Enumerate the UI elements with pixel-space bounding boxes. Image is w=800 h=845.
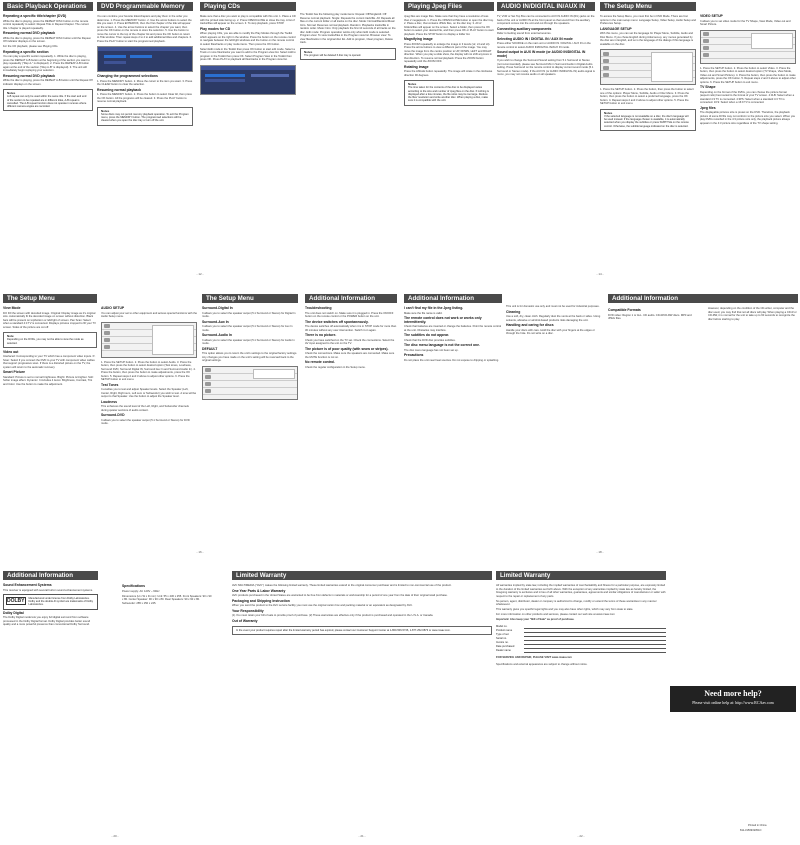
section-header: Limited Warranty (232, 571, 492, 580)
column-audio-setup (101, 305, 197, 427)
paragraph: While the disc is playing, press the REPEAT A-B button until the Repeat Off indicator displays on the screen. (3, 79, 93, 86)
paragraph: Standard: Picture is set to normal brightness. Bright: Picture is brighter. Soft: Softer image effect. Dynamic: It includes 4 items: Brightness, Contrast, Tint and Color. Use the button to make the adjustment. (3, 375, 94, 386)
paragraph: It allows you to select the speaker output (5.1 Surround or Stereo) for Aux In mode. (202, 325, 293, 332)
default-menu-illustration (202, 366, 298, 400)
section-body (101, 307, 197, 319)
subheading: Troubleshooting (305, 306, 332, 310)
subheading: One Year Parts & Labor Warranty (232, 588, 286, 593)
column-playing-cds (200, 2, 296, 98)
subheading: Resuming normal DVD playback (3, 31, 56, 35)
subheading: Repeating a specific section (3, 49, 49, 54)
subheading: I can't find my file in the Jpeg listing. (404, 306, 464, 310)
paragraph: You can combine your favorite titles/chapters and play them in the order you determine. 1. Press the MEMORY button. 2. Use the arrow buttons to select the title you want. 3. Press ENTER/OK, then the first chapter of the title will appear on the screen. 4. Use the arrow buttons to select the chapter you want, then press the OK button on the remote to store the selection. 5. Use the button to move the cursor to the top of the chapter list and press the OK button to return to Title window. Then repeat steps 2 to 4 to add additional titles and chapters. 6. Press the PLAY button to start the programmed playback. (97, 15, 192, 43)
paragraph: Check the connections. Make sure the speakers are connected. Make sure the MUTE function is not on. (305, 352, 395, 359)
section-body (202, 307, 298, 363)
language-menu-illustration (600, 49, 696, 85)
note-box (3, 89, 93, 111)
column-limited-warranty-2 (496, 571, 666, 667)
subheading: The remote control does not work or works only intermittently. (404, 316, 482, 324)
paragraph: For more information on other products and services, please contact our web site at www.rcaav.com (496, 613, 615, 616)
subheading: Loudness (101, 399, 118, 404)
section-body-2 (700, 67, 796, 126)
page-number: - 20 - (111, 834, 119, 838)
paragraph: This option allows you to return the unit's settings to the original factory settings. Any changes you have made on the unit's setting will be reversed back to the original settings. (202, 352, 298, 362)
paragraph: 1. Press the MEMORY button. 2. Move the cursor to the item you want. 3. Press the CLEAR button to clear the selection. (97, 79, 193, 86)
need-help-title: Need more help? (704, 689, 762, 698)
paragraph: For the CD playback, please see Playing CDs. (3, 45, 59, 48)
section-header: The Setup Menu (3, 294, 97, 303)
subheading: Surround-DVD (101, 413, 125, 417)
manual-row-2 (0, 288, 800, 564)
page-number: - 12 - (196, 272, 204, 276)
subheading: Precautions (404, 353, 424, 357)
subheading: Smart Picture (3, 370, 26, 375)
section-header: DVD Programmable Memory (97, 2, 193, 11)
video-menu-illustration (700, 30, 796, 64)
note-title: Note (7, 334, 14, 338)
section-body (608, 307, 698, 322)
manual-row-1 (0, 0, 800, 283)
subheading: The disc menu language is not the correct one. (404, 343, 480, 347)
paragraph: The device switches off automatically when it is in STOP mode for more than 30 minutes without any user intervention. Switch it on again. (305, 325, 397, 332)
note-title: Notes (7, 91, 16, 95)
subheading: Play modes for CD (200, 26, 231, 31)
paragraph: The disc menu language has not been set up. (404, 348, 459, 352)
paragraph: All warranties implied by state law, including the implied warranties of merchantability and fitness for a particular purpose, are expressly limited to the duration of the limited warranties set forth above. With the exception of any warranties implied by state law as hereby limited, the foregoing warranty is exclusive and in lieu of all other warranties, guarantees, agreements and similar obligations of manufacturer or seller with respect to the repair or replacement of any parts. (496, 584, 666, 598)
section-body (3, 15, 93, 86)
paragraph: AVC MULTIMEDIA ("AVC") makes the following limited warranty. These limited warranties extend to the original consumer purchaser and is limited to non-commercial use of the product. (232, 584, 452, 587)
subheading: Sound Enhancement Systems (3, 583, 52, 587)
note-box (300, 48, 396, 61)
subheading: LANGUAGE SETUP (600, 26, 632, 31)
paragraph: Refer to Getting sound from external sources. (497, 32, 552, 35)
note-text: Some discs may not permit memory playback operation. To exit the Program menu, press the MEMORY button. The programmed selections will be cleared when you open the disc tray or turn off the unit. (101, 112, 189, 123)
purchase-record-form (496, 625, 666, 653)
column-basic-playback (3, 2, 93, 114)
need-help-banner (670, 686, 796, 712)
paragraph: This enhances the sound level of the Left, Right, and Subwoofer channels during quieter sections of audio content. (101, 405, 189, 412)
paragraph: It allows you to select the speaker output (5.1 Surround or Stereo) for Audio In mode. (202, 338, 295, 345)
note-box (600, 109, 696, 131)
subheading: Your Responsibility (232, 608, 264, 613)
subheading: View Mode (3, 306, 21, 310)
paragraph: It allows you to select the speaker output (5.1 Surround or Stereo) for Digital In mode. (202, 311, 296, 318)
subheading: Test Tones (101, 382, 119, 387)
section-body (404, 15, 494, 77)
column-info-2 (506, 305, 604, 337)
note-text: If the selected language is not available on a disc, the disc's language will be used instead. If the language chosen is available, it is automatically selected when you display the subtitles or press SUBTITLE on the remote control. Otherwise, the subtitle language indicated on the disc is selected. (604, 114, 689, 128)
paragraph: Check that batteries are inserted or change the batteries. Point the remote control at the unit. Obstacles may interfere. (404, 325, 502, 332)
section-body-2 (3, 351, 97, 387)
page-number: - 14 - (596, 272, 604, 276)
field-label: Invoice no. (496, 640, 509, 644)
subheading: Packaging and Shipping Instruction (232, 598, 290, 603)
note-title: Notes (101, 108, 110, 113)
section-body (497, 15, 595, 77)
section-body-2 (97, 75, 193, 104)
section-body (300, 13, 396, 45)
column-troubleshooting (305, 294, 397, 371)
subheading: Surround-Audio In (202, 333, 232, 337)
note-title: Notes (604, 110, 613, 115)
paragraph: It allows you to set video mode for the TV Shape, View Mode, Video out and Smart Picture. (700, 19, 791, 26)
subheading: Jpeg files (700, 105, 716, 110)
paragraph: You can adjust your set to other equipment and access special functions with the Audio Setup menu. (101, 311, 197, 318)
paragraph: While the disc is playing, press the REPEAT DISC button on the remote control repeatedly to select: Repeat Title or Repeat Chapter. The current title / chapter is played repeatedly. (3, 19, 89, 30)
column-video-setup (700, 13, 796, 127)
paragraph: 1. Press the SETUP button. 2. Press the button to select Audio. 3. Press the button, then press the button to select desired option (Test tones, Loudness, Surround DVD, Surround Digital IN, Surround Aux In and Surround Audio In). 4. Press the button, then press the button to make adjustments, press the OK button. 5. Repeat steps 2 and 3 above to adjust other options. 6. Press the SETUP button to exit menu. (101, 360, 196, 381)
page-number: - 22 - (577, 834, 585, 838)
subheading: There is no picture. (305, 333, 337, 337)
specs-note: Specifications and external appearance are subject to change without notice. (496, 663, 588, 666)
paragraph: You can play a specific section repeatedly. 1. While the disc is playing, press the REPEAT A-B button at the beginning of the section you want to play repeatedly ("Rep A-" is displayed). 2. Press the REPEAT A-B button again at the end of the section ("Rep A-B" is displayed). 3. The unit will immediately begin replaying your selection. (3, 55, 90, 72)
paragraph: Make sure the file name is valid. (404, 311, 443, 315)
section-header: The Setup Menu (600, 2, 696, 11)
subheading: Resuming normal playback (97, 87, 142, 92)
paragraph: Jpeg files are image files. Make sure that they have a resolution of less than 2 megapixels. 1. Press the OPEN/CLOSE button to open the disc tray. 2. Place a disc, that contains JPEG files, on the disc tray. 3. All of folders/files will appear on the screen. Select a folder, then press the OK button to select your desired file, and then press OK or PLAY button to start playback. Press the STOP button to display a folder list. (404, 15, 494, 36)
out-of-warranty-box (232, 626, 492, 635)
paragraph: With this menu, you can set the language for Player Menu, Subtitle, Audio and Disc Menu. If you chose English during initial set-up, any menus generated by the disc are in English, and so is the language of the dialogs if this language is available on the disc. (600, 32, 694, 46)
paragraph: Check you have switched on the TV set. Check the connections. Select the AV input assigned to the unit on the TV. (305, 338, 395, 345)
note-text: In the event your product requires repair after the limited warranty period has expired, please contact our Customer Support Center at 1-800-506-5746, 1-877-252-6873 or www.rcaav.com. (236, 629, 451, 632)
paragraph: The unit does not switch on. Make sure it is plugged in. Press the ON/OFF button on the remote control or the POWER button on the unit. (305, 311, 394, 318)
subheading: Surround-Digital In (202, 306, 233, 310)
subheading: Connecting auxiliary components (497, 26, 552, 31)
section-header: AUDIO IN/DIGITAL IN/AUX IN (497, 2, 595, 11)
product-code: 811-3156919051O (740, 829, 762, 832)
subheading: Handling and caring for discs (506, 323, 554, 327)
paragraph: When you send the product to the AVC service facility you must use the original carton box and packing material or an equivalent as designated by AVC. (232, 604, 413, 607)
subheading: Specifications (122, 584, 145, 588)
section-body (496, 584, 666, 622)
field-label: Dealer name (496, 648, 511, 652)
subheading: Compatible Formats (608, 308, 641, 312)
license-text: Manufactured under license from Dolby Laboratories. Dolby and the double-D symbol are trademarks of Dolby Laboratories. (28, 597, 94, 606)
paragraph: The Dolby Digital mode lets you enjoy full digital surround from software processed in the Dolby Digital format. Dolby Digital provides better sound quality and a more powerful presence than conventional Dolby Surround. (3, 616, 91, 626)
paragraph: This receiver is equipped with several built-in sound enhancement systems. (3, 588, 93, 592)
subheading: Dolby Digital (3, 610, 24, 615)
subheading: Video out (3, 349, 19, 354)
paragraph: This unit is for domestic use only and must not be used for industrial purposes. (506, 305, 600, 308)
subheading: Surround-Aux In (202, 319, 229, 324)
paragraph: TV, VCR or Set Top Box can be connected to AUX IN AUDIO IN (R/L) jacks on the back of the unit or AUDIO IN at the front panel so that sound from the auxiliary component comes into the unit and out through the speakers. (497, 15, 595, 25)
field-blank[interactable] (524, 649, 666, 653)
section-body (3, 584, 98, 592)
section-body (122, 585, 212, 605)
section-header: Additional Information (608, 294, 798, 303)
section-body-2 (101, 361, 197, 426)
paragraph: When playing CDs, you are able to modify the Play Modes through the Toolkit which appears on the right in the window. Press the button on the remote control to navigate between the left/right windows and the button on the remote control to select files/tracks or play mode items. Then press the OK button. (200, 32, 296, 46)
column-toolkit (300, 13, 396, 63)
field-label: Product name (496, 628, 513, 632)
subheading: The device switches off spontaneously. (305, 319, 369, 324)
column-audio-in (497, 2, 595, 78)
paragraph: Use a soft, dry, clean cloth. Regularly dust the vents at the back or sides. Using solvents, abrasive or alcohol-based products risks damaging the unit. (506, 315, 601, 322)
page-number: - 16 - (196, 550, 204, 554)
subheading: Cleaning (506, 309, 521, 314)
dolby-logo: DOLBY (7, 597, 25, 604)
subheading: Repeating a specific title/chapter (DVD) (3, 14, 67, 18)
manual-row-3 (0, 566, 800, 845)
audio-menu-illustration (101, 322, 197, 358)
section-body (97, 15, 193, 43)
note-text: A-B repeat can only be used within the same title. If the start and end of the section to be repeated are in different titles, A-B repeat is cancelled. The A-B repeat function does not operate in scenes where different camera angles are recorded. (7, 95, 87, 109)
column-info-1 (404, 294, 502, 364)
paragraph: Do not place the unit near heat sources. Do not expose to dripping or splashing. (404, 358, 500, 362)
note-box (404, 80, 494, 106)
note-box (3, 332, 97, 348)
note-text: The program will be deleted if disc tray is opened. (304, 53, 362, 57)
section-body (232, 584, 492, 623)
paragraph: 1. Press the SETUP button. 2. Press the button, then press the button to select one of the options: Player Menu, Subtitle, Audio or Disc Menu. 3. Press the button, then press the button to select a preferred language, press the OK button. 4. Repeat steps 2 and 3 above to adjust other options. 5. Press the SETUP button to exit menu. (600, 88, 694, 105)
paragraph: Fill: Fill the screen with decoded image. Original: Display image as it's original size. Automatically fit the decoded image on screen without distortion. Black bars will be present on top/bottom or left/right of screen. Pan Scan: Select when a standard 4:3 TV is connected. Displays pictures cropped to fill your TV screen. Sides of the picture are cut off. (3, 311, 96, 329)
column-specifications (122, 583, 212, 607)
paragraph: Press ZOOM repeatedly to enlarge the image in 3 levels (x2, x3 and x4). Press the arrow buttons to view a different part of the image. You may move the image from the centre position to UP, DOWN, LEFT and RIGHT direction. When you play a slide show, the display will not shift anymore in that direction. To resume normal playback: Press the ZOOM button repeatedly until the ZOOM OFF. (404, 42, 492, 63)
paragraph: The displayable pictures size is preset on the DVD. Therefore, the playback picture of some DVDs may not conform to the picture size you select. When you play DVDs recorded in the 4:3 picture size only, the playback picture always appears in the 4:3 picture size regardless of the TV shape setting. (700, 111, 796, 125)
paragraph: Power supply: AC 120V ~ 60Hz (122, 589, 160, 593)
field-label: Date purchased (496, 644, 515, 648)
printed-in: Printed in China (748, 824, 767, 827)
note-title: Notes (408, 82, 417, 86)
dolby-license-box (3, 594, 98, 610)
need-help-link[interactable]: Please visit online help at: http://www.RCAav.com (692, 700, 774, 705)
paragraph: (1) You must retain your bill of sale to provide proof of purchase. (2) These warranties are effective only if the product is purchased and operated in the U.S.A. or Canada. (232, 614, 434, 617)
paragraph: Dimensions (H x W x D mm): Unit: 55 x 430 x 255. Front Speakers: 90 x 90 x 80. Center Speaker: 90 x 90 x 80. Rear Speakers: 90 x 90 x 80. Subwoofer: 285 x 150 x 245. (122, 594, 212, 605)
section-header: Additional Information (305, 294, 397, 303)
form-line (496, 649, 666, 653)
paragraph: No person, agent, distributor, dealer or company is authorized to change, modify or extend the terms of these warranties in any manner whatsoever. (496, 599, 657, 606)
cd-toolkit-screen-illustration (200, 65, 296, 95)
paragraph: Handle your discs with care. Hold the disc with your fingers at the edges or through the hole. Do not write on a disc. (506, 328, 595, 335)
subheading: The picture is of poor quality (with snow or stripes). (305, 346, 389, 351)
paragraph: Interlaced: Corresponding to your TV which has a component video inputs. P-Scan: Select if you connect the DVD to your TV with component video cables that support progressive scan. If there is a distorted picture on the TV, the system will return to the automatic recovery. (3, 355, 96, 369)
paragraph: If you wish to change the Surround Sound setting from 5.1 Surround to Stereo (not recommended), please see Surround Mix in Surround Audio in Digital Audio setting. Press Surround on the remote control to display current sound mode (5.1 Surround or Stereo mode). If the AUX IN (or AUDIO IN/DIGITAL IN) audio signal is mono, you may not receive audio on all speakers. (497, 59, 595, 76)
program-screen-illustration (97, 46, 193, 72)
paragraph: 1. Press the MEMORY button. 2. Press the button to select Clear All, then press the OK button. All the programs will be cleared. 3. Press the PLAY button to resume normal playback. (97, 93, 192, 103)
section-body (3, 307, 97, 329)
note-text: Depending on the DVDs, you may not be able to view the mode as selected. (7, 338, 84, 345)
section-body-2 (600, 88, 696, 106)
subheading: The subtitles do not appear. (404, 333, 450, 337)
column-jpeg (404, 2, 494, 109)
paragraph: While the disc is playing, press the REPEAT DISC button until the Repeat Off indicator displays on the screen. (3, 36, 91, 43)
paragraph: Make sure that a disc you want to play is compatible with this unit. 1. Place a CD with the printed side facing up. 2. Press OPEN/CLOSE to close the tray. A list of tracks/files will appear on the screen. 3. To stop playback, press STOP. (200, 15, 296, 25)
paragraph: Press either SOURCE on the main unit or AUDIO IN / DIGITAL / AUX IN on the remote control to select AUDIO IN/DIGITAL IN/AUX IN mode. (497, 42, 591, 49)
section-body-2 (3, 612, 98, 627)
column-compatible-formats (608, 294, 798, 323)
section-header: Basic Playback Operations (3, 2, 93, 11)
paragraph: The Toolkit has the following play mode items: Repeat: Off/Single/All. Off: Resume normal playback. Single: Repeats the current track/file. All: Repeats all files on the current folder or all tracks on the disc. Mode: Normal/Random/Music Intro. Normal: Resumes normal playback. Random: Playbacks tracks/file in random order. Music Intro: Only playback the first 10 seconds of all tracks on the disc. Edit mode: Program operation works only when Edit mode is selected. Program view: To view tracks/files in the Program view list. Browser view: To view files/tracks in the original disc list. Add to program, Clear program, Delete track. (300, 13, 396, 44)
paragraph: Depending on the format of the DVDs, you can choose the picture format (aspect ratio) best suited to the format of your TV screen. 4:3LB: Select when a standard 4:3 TV is connected. 4:3PS: Select when a standard 4:3 TV is connected. 16:9: Select when a 16:9 TV is connected. (700, 90, 795, 104)
paragraph: Press the ANGLE button repeatedly. The image will rotate in the clockwise direction 90 degrees. (404, 70, 493, 77)
subheading: Resuming normal DVD playback (3, 73, 56, 78)
subheading: No remote control. (305, 360, 336, 364)
field-label: Type of set (496, 632, 509, 636)
section-header: Additional Information (3, 571, 98, 580)
paragraph: Check that the DVD disc provides subtitles. (404, 338, 456, 342)
section-header: Playing Jpeg Files (404, 2, 494, 11)
section-body (305, 307, 397, 369)
section-header: Playing CDs (200, 2, 296, 11)
subheading: DEFAULT (202, 346, 218, 351)
page-number: - 18 - (596, 550, 604, 554)
subheading: VIDEO SETUP (700, 14, 723, 18)
subheading: TV Shape (700, 85, 716, 89)
column-limited-warranty-1 (232, 571, 492, 638)
subheading: Out of Warranty (232, 618, 258, 623)
paragraph: It allows you to select the speaker output (5.1 Surround or Stereo) for DVD mode. (101, 418, 190, 425)
section-body (200, 15, 296, 62)
paragraph: Select Edit mode in the Toolkit then press OK button to start edit mode. Select a Track or more files/tracks you want to add to the Program view list. Select Add to program in the Toolkit then press OK. Select Program View in the Toolkit then press OK. Press PLAY to playback all files/tracks in the Program view list. (200, 47, 296, 61)
field-label: Serial no. (496, 636, 507, 640)
paragraph: It enables you to test and adjust Speaker levels. Select the Speaker (Left, Center, Right, Right sum, Left sum or Subwoofer) you wish to test. A tone will be output to that Speaker. Use the button to adjust the Speaker level. (101, 388, 197, 398)
subheading: Magnifying image (404, 37, 433, 41)
subheading: AUDIO SETUP (101, 306, 125, 310)
paragraph: Important: Also keep your "Bill of Sale" as proof of purchase. (496, 618, 575, 621)
column-setup-menu (600, 2, 696, 134)
column-dvd-memory (97, 2, 193, 129)
subheading: Sound output in AUX IN mode (or AUDIO IN/DIGITAL IN mode) (497, 50, 586, 58)
section-body (404, 307, 502, 362)
subheading: Changing the programmed selections (97, 74, 158, 78)
subheading: Selecting AUDIO IN / DIGITAL IN / AUX IN mode (497, 36, 573, 41)
note-title: Notes (304, 49, 313, 54)
register-text: FOR SERVICE AND REPAIR, PLEASE VISIT www.rcaav.com (496, 655, 572, 659)
paragraph: 1. Press the SETUP button. 2. Press the button to select Video. 3. Press the button, then press the button to select desired option (TV Shape, View Mode, Video out and Smart Picture). 4. Press the button, then press the button to make adjustments, press the OK button. 5. Repeat steps 2 and 3 above to adjust other options. 6. Press the SETUP button to exit menu. (700, 66, 796, 84)
column-setup-surround (202, 294, 298, 403)
section-header: The Setup Menu (202, 294, 298, 303)
page-number: - 21 - (358, 834, 366, 838)
field-label: Model no. (496, 624, 508, 628)
section-body-2 (708, 307, 798, 323)
subheading: Rotating image (404, 64, 429, 69)
note-box (97, 107, 193, 126)
paragraph: This warranty gives you specific legal rights and you may also have other rights, which may vary from state to state. (496, 608, 634, 611)
section-body (506, 305, 604, 336)
section-header: Limited Warranty (496, 571, 666, 580)
paragraph: AVC products purchased in the United States are warranted to be free from defects in materials or workmanship for a period of one year from the date of their original retail purchase. (232, 594, 448, 597)
paragraph: To access the Setup Menu, you must first be in DVD Mode. There are four options in the main setup menu: Language Setup, Video Setup, Audio Setup and Preference Setup. (600, 15, 696, 25)
section-header: Additional Information (404, 294, 502, 303)
column-sound-enhancement (3, 571, 98, 628)
paragraph: Check the regular configuration in the Setup menu. (305, 365, 366, 369)
section-body (600, 15, 696, 46)
note-text: The time taken for the contents of the disc to be displayed varies according to the size and number of Jpeg files on the disc. If nothing is displayed after a few minutes, the file sizes may be too large. Reduce the files' resolution and write another disc. When playing a disc, make sure it is compatible with the unit. (408, 86, 489, 103)
paragraph: DVD video: Region 1 or ALL. CD audio. CD-R/CD-RW discs. MP3 and JPEG files. (608, 313, 692, 320)
paragraph: However, depending on the condition of the CD-writer, computer and the disc used, you may find that not all discs will play. When playing a CD-R or CD-RW, it is normal for the unit to take up to 60 seconds to recognize the disc before starting to play. (708, 307, 797, 321)
column-setup-view (3, 294, 97, 388)
section-body (700, 15, 796, 27)
